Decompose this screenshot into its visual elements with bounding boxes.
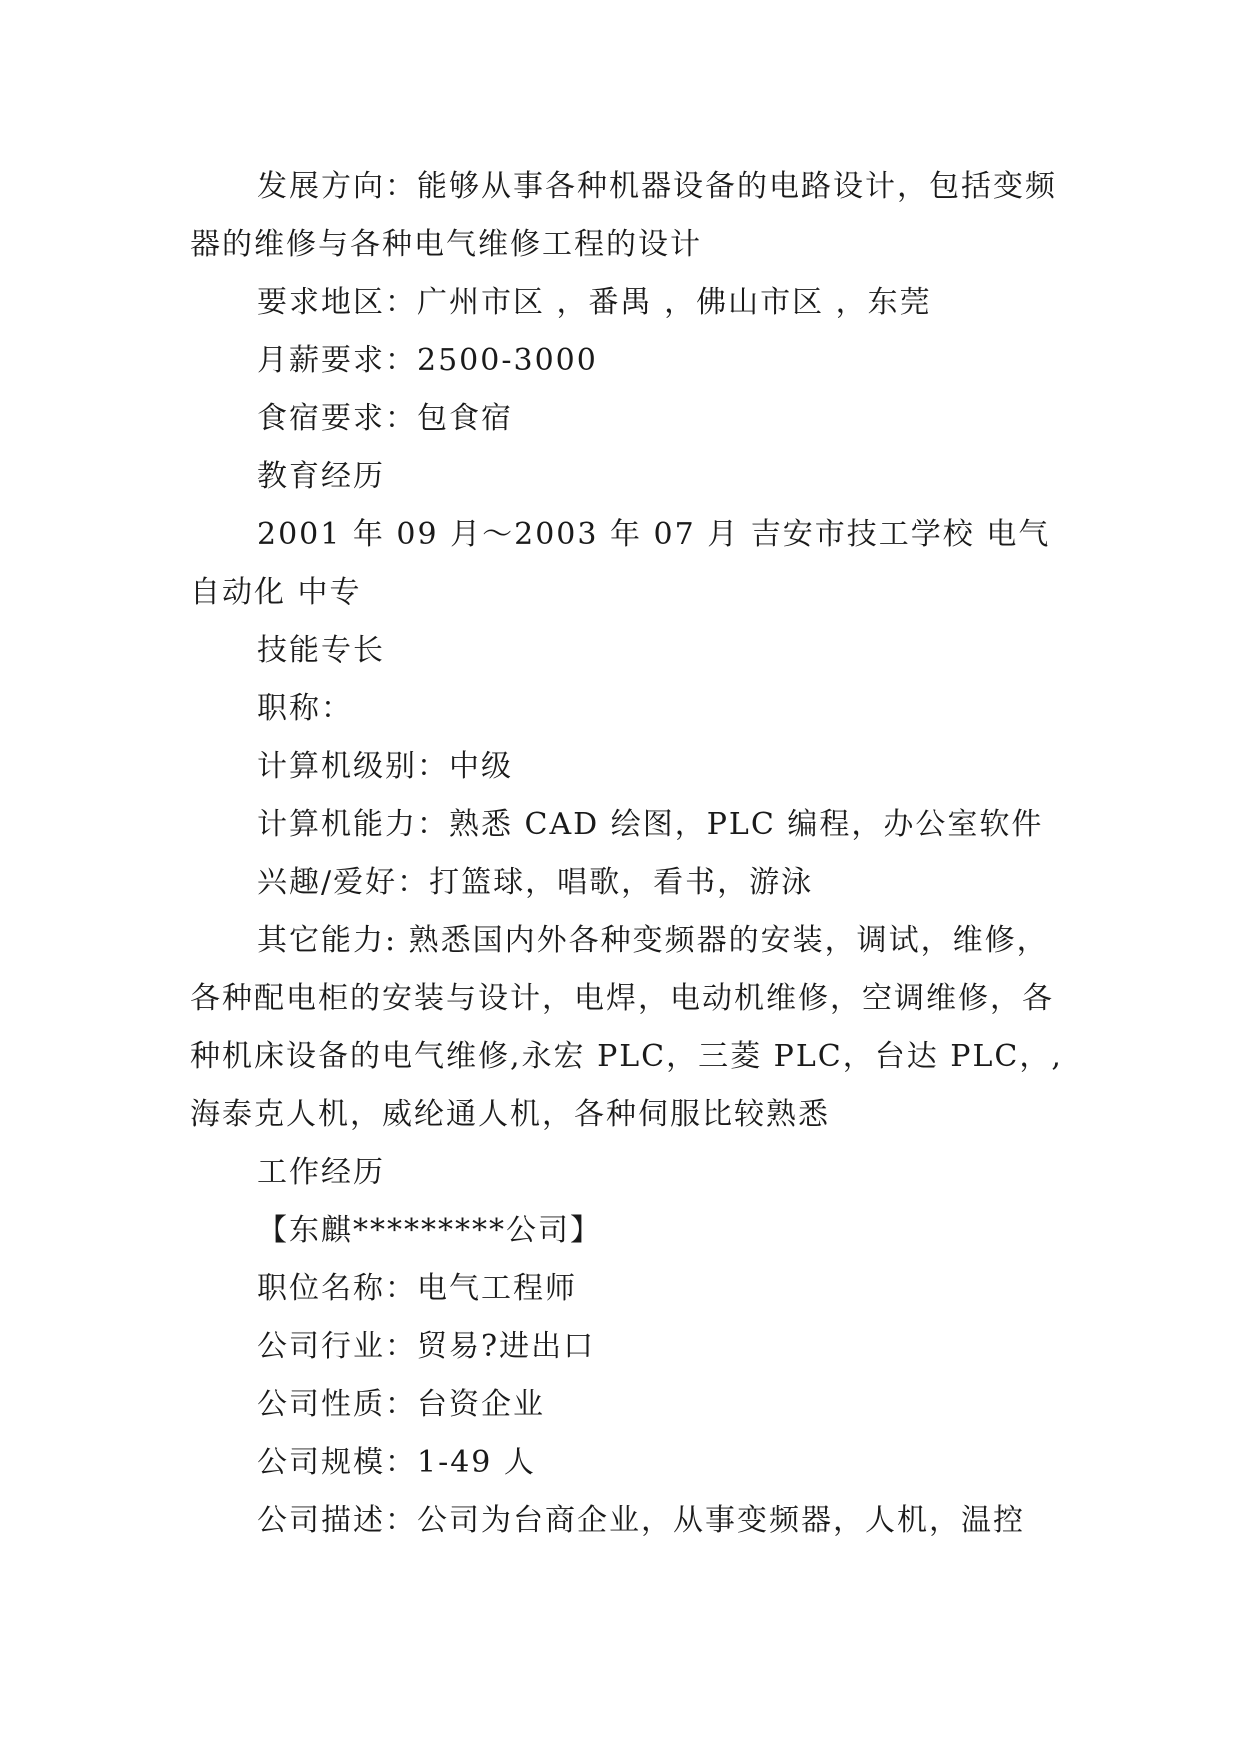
paragraph-computer-skills: 计算机能力：熟悉 CAD 绘图，PLC 编程，办公室软件 [257, 807, 1044, 842]
paragraph-board-lodging: 食宿要求：包食宿 [257, 401, 513, 436]
paragraph-desired-region: 要求地区：广州市区 ，番禺 ，佛山市区 ，东莞 [257, 285, 932, 320]
paragraph-computer-level: 计算机级别：中级 [257, 749, 513, 784]
paragraph-company-size: 公司规模：1-49 人 [257, 1445, 536, 1480]
paragraph-development-direction: 发展方向：能够从事各种机器设备的电路设计，包括变频器的维修与各种电气维修工程的设计 [190, 169, 1057, 262]
section-heading-work-experience: 工作经历 [257, 1155, 385, 1190]
paragraph-education-entry: 2001 年 09 月～2003 年 07 月 吉安市技工学校 电气自动化 中专 [190, 517, 1051, 610]
section-heading-skills: 技能专长 [257, 633, 385, 668]
paragraph-salary-expectation: 月薪要求：2500-3000 [257, 343, 598, 378]
paragraph-other-skills: 其它能力: 熟悉国内外各种变频器的安装，调试，维修，各种配电柜的安装与设计，电焊，电动机维修，空调维修，各种机床设备的电气维修,永宏 PLC，三菱 PLC，台达 PLC，,海泰克人机，威纶通人机，各种伺服比较熟悉 [190, 923, 1063, 1132]
paragraph-job-title: 职位名称：电气工程师 [257, 1271, 577, 1306]
paragraph-company-name: 【东麒*********公司】 [257, 1213, 602, 1248]
paragraph-company-type: 公司性质：台资企业 [257, 1387, 545, 1422]
document-body [190, 158, 1070, 1550]
paragraph-company-description: 公司描述：公司为台商企业，从事变频器，人机，温控 [257, 1503, 1025, 1538]
section-heading-education: 教育经历 [257, 459, 385, 494]
paragraph-title: 职称： [257, 691, 353, 726]
paragraph-company-industry: 公司行业：贸易?进出口 [257, 1329, 596, 1364]
paragraph-hobbies: 兴趣/爱好：打篮球，唱歌，看书，游泳 [257, 865, 814, 900]
